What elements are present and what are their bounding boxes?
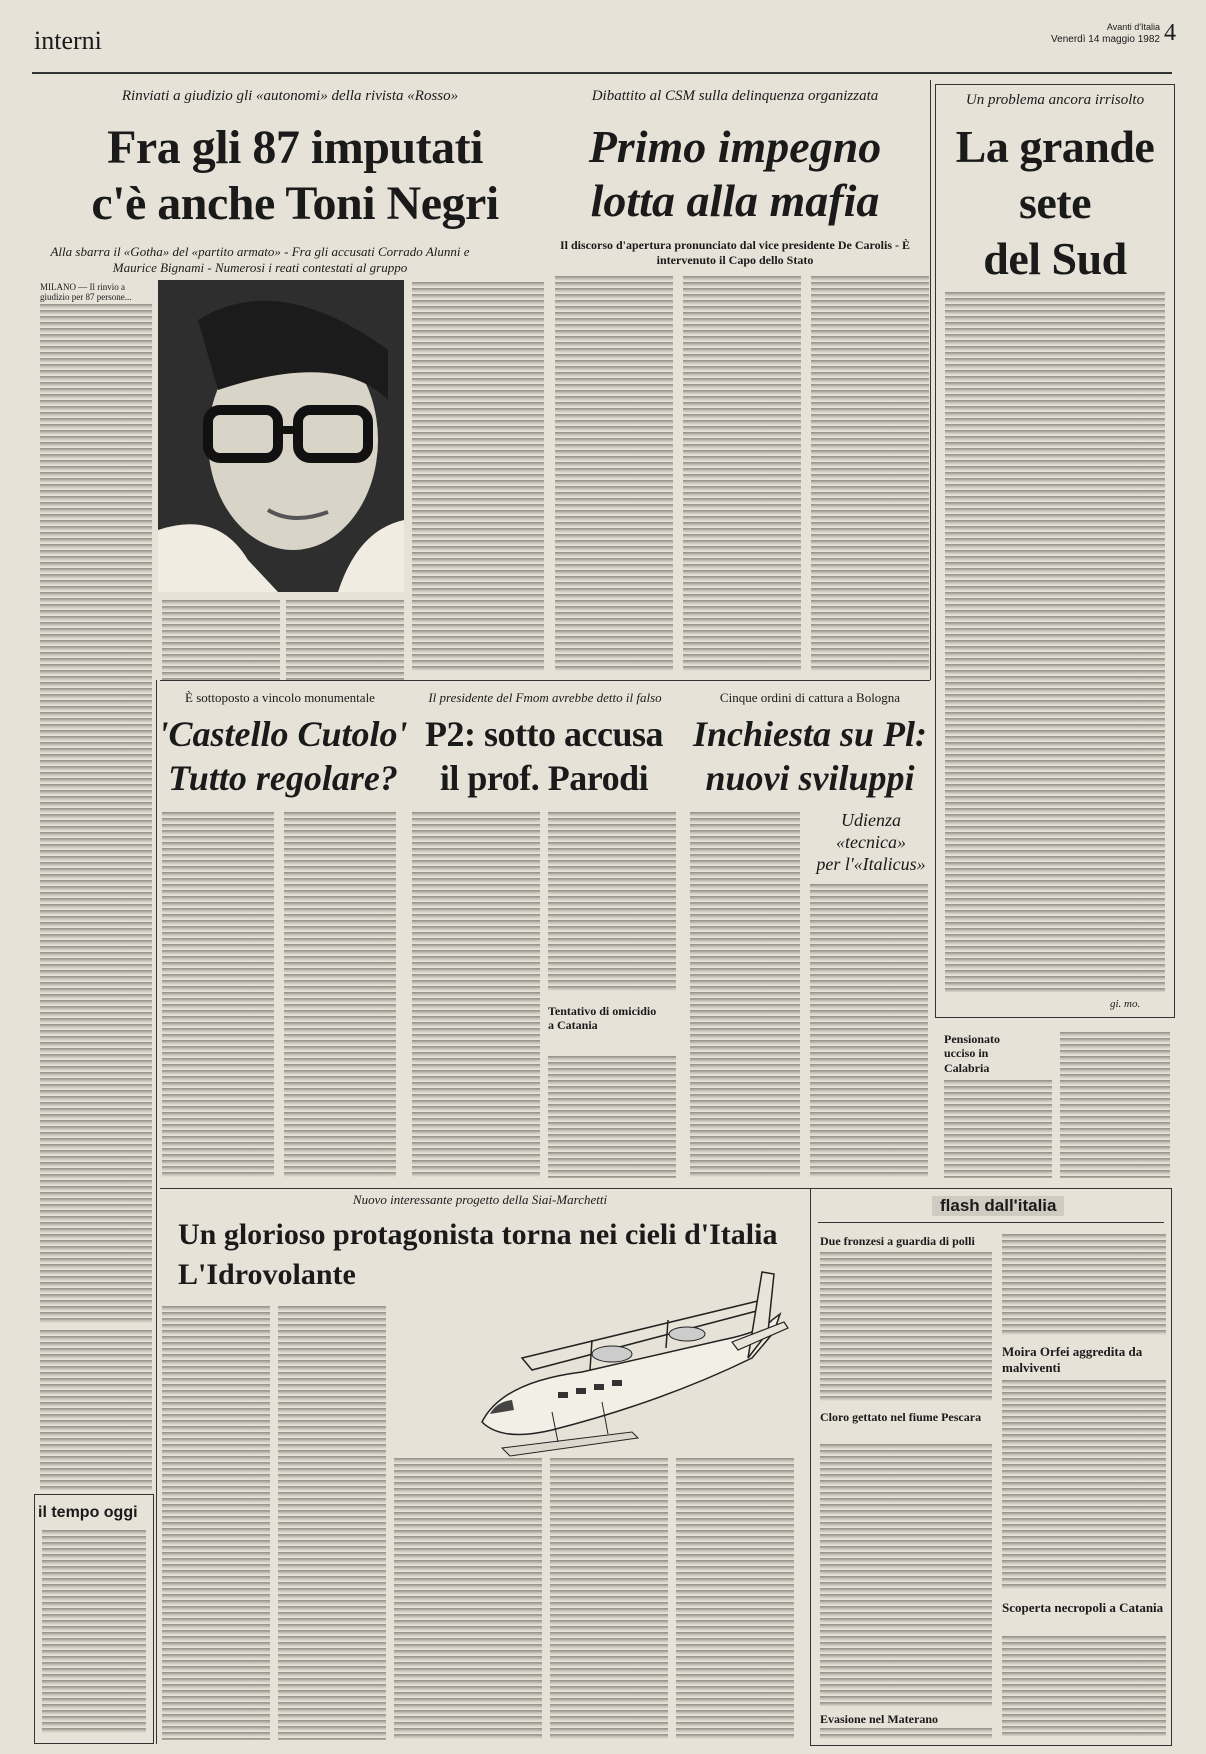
mafia-headline-2: lotta alla mafia [590, 175, 880, 226]
italicus-subhead-3: per l'«Italicus» [816, 854, 926, 874]
section-title: interni [34, 26, 102, 55]
negri-headline-2: c'è anche Toni Negri [91, 177, 499, 230]
cutolo-column-2 [284, 812, 396, 1178]
flash-item-2: Cloro gettato nel fiume Pescara [820, 1410, 982, 1424]
pl-column-1 [690, 812, 800, 1178]
cutolo-headline-2: Tutto regolare? [168, 758, 398, 798]
flash-right-col-top [1002, 1234, 1166, 1336]
idrovolante-column-4 [550, 1458, 668, 1740]
idrovolante-headline-2: L'Idrovolante [178, 1258, 356, 1291]
negri-deck: Alla sbarra il «Gotha» del «partito armato» - Fra gli accusati Corrado Alunni e Maurice Bignami - Numerosi i reati contestati al gruppo [50, 244, 470, 276]
pl-kicker: Cinque ordini di cattura a Bologna [719, 690, 901, 705]
p2-column-2 [548, 812, 676, 992]
italicus-column [810, 884, 928, 1178]
pl-headline-1: Inchiesta su Pl: [692, 714, 928, 754]
negri-dateline: MILANO — Il rinvio a giudizio per 87 persone... [40, 282, 132, 302]
page-number: 4 [1164, 20, 1176, 46]
flash-item-0-body [820, 1252, 992, 1402]
negri-column-1 [40, 304, 152, 1324]
sete-headline-2: sete [1018, 177, 1092, 228]
flash-title: flash dall'italia [932, 1196, 1064, 1216]
flash-item-2-body [820, 1444, 992, 1706]
negri-kicker: Rinviati a giudizio gli «autonomi» della rivista «Rosso» [121, 88, 459, 104]
p2-kicker: Il presidente del Fmom avrebbe detto il falso [428, 690, 662, 705]
page-date: Venerdì 14 maggio 1982 [1051, 34, 1160, 45]
cutolo-column-1 [162, 812, 274, 1178]
column-rule-2 [930, 80, 931, 680]
header-rule [32, 72, 1172, 74]
flash-item-1-body [1002, 1380, 1166, 1590]
idrovolante-column-2 [278, 1306, 386, 1740]
negri-column-2a [412, 282, 544, 672]
idrovolante-headline-1: Un glorioso protagonista torna nei cieli d'Italia [178, 1218, 778, 1251]
p2-headline-2: il prof. Parodi [439, 758, 649, 798]
sete-signature: gi. mo. [1110, 998, 1141, 1010]
mafia-kicker: Dibattito al CSM sulla delinquenza organizzata [591, 88, 879, 104]
tentativo-title: Tentativo di omicidio a Catania [548, 1004, 657, 1033]
flash-item-4: Evasione nel Materano [820, 1712, 938, 1726]
negri-photo [158, 280, 404, 592]
flash-item-0: Due fronzesi a guardia di polli [820, 1234, 975, 1248]
seaplane-illustration [462, 1262, 792, 1472]
mafia-deck: Il discorso d'apertura pronunciato dal vice presidente De Carolis - È intervenuto il Capo dello Stato [559, 238, 910, 267]
sete-headline-1: La grande [955, 121, 1155, 172]
idrovolante-column-5 [676, 1458, 794, 1740]
sete-kicker: Un problema ancora irrisolto [965, 92, 1145, 108]
weather-title: il tempo oggi [38, 1504, 138, 1521]
flash-item-4-body [820, 1728, 992, 1740]
pensionato-title: Pensionato ucciso in Calabria [944, 1032, 1001, 1075]
tier-rule-1 [160, 680, 930, 681]
flash-item-3: Scoperta necropoli a Catania [1002, 1600, 1164, 1615]
flash-item-3-body [1002, 1636, 1166, 1736]
column-rule-1 [156, 680, 157, 1744]
weather-body [42, 1530, 146, 1734]
negri-caption-col [162, 600, 280, 680]
cutolo-kicker: È sottoposto a vincolo monumentale [185, 690, 375, 705]
idrovolante-column-1 [162, 1306, 270, 1740]
mafia-column-3 [811, 276, 929, 672]
p2-column-1 [412, 812, 540, 1178]
cutolo-headline-1: 'Castello Cutolo' [158, 714, 408, 754]
flash-title-rule [818, 1222, 1164, 1223]
mafia-column-2 [683, 276, 801, 672]
mafia-column-1 [555, 276, 673, 672]
negri-headline-1: Fra gli 87 imputati [107, 121, 483, 174]
tentativo-body [548, 1056, 676, 1178]
flash-item-1: Moira Orfei aggredita da malviventi [1002, 1344, 1143, 1375]
masthead-info: Avanti d'Italia [1106, 22, 1160, 32]
italicus-subhead-1: Udienza [841, 810, 901, 830]
pensionato-column-2 [1060, 1032, 1170, 1178]
idrovolante-kicker: Nuovo interessante progetto della Siai-Marchetti [352, 1192, 608, 1207]
sete-headline-3: del Sud [983, 233, 1127, 284]
weather-column-a [40, 1330, 152, 1490]
p2-headline-1: P2: sotto accusa [425, 714, 663, 754]
idrovolante-column-3 [394, 1458, 542, 1740]
pl-headline-2: nuovi sviluppi [705, 758, 915, 798]
mafia-headline-1: Primo impegno [588, 121, 882, 172]
italicus-subhead-2: «tecnica» [836, 832, 906, 852]
pensionato-column-1 [944, 1080, 1052, 1178]
sete-body [945, 292, 1165, 992]
negri-caption-col-2 [286, 600, 404, 680]
